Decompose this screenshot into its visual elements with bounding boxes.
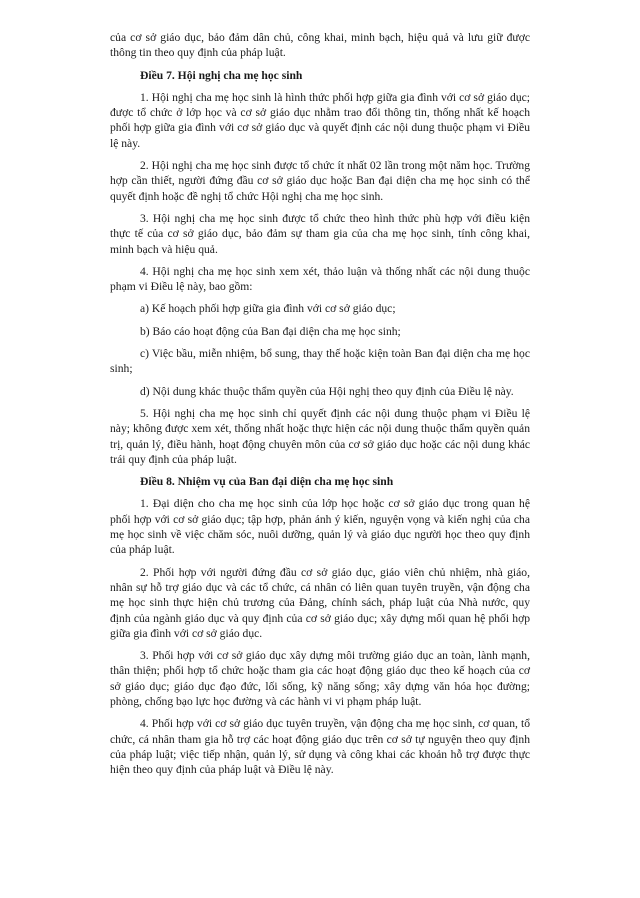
- intro-paragraph: của cơ sở giáo dục, bảo đảm dân chủ, công khai, minh bạch, hiệu quả và lưu giữ được thông tin theo quy định của pháp luật.: [110, 31, 530, 60]
- article-7-clause-2: 2. Hội nghị cha mẹ học sinh được tổ chức ít nhất 02 lần trong một năm học. Trường hợp cần thiết, người đứng đầu cơ sở giáo dục hoặc Ban đại diện cha mẹ học sinh có thể quyết định hoặc đề nghị tổ chức Hội nghị cha mẹ học sinh.: [110, 159, 530, 203]
- article-7-clause-4b: b) Báo cáo hoạt động của Ban đại diện cha mẹ học sinh;: [140, 324, 401, 338]
- article-8-clause-3: 3. Phối hợp với cơ sở giáo dục xây dựng môi trường giáo dục an toàn, lành mạnh, thân thiện; phối hợp tổ chức hoặc tham gia các hoạt động giáo dục theo kế hoạch của cơ sở giáo dục; giáo dục đạo đức, lối sống, kỹ năng sống; xây dựng văn hóa học đường; phòng, chống bạo lực học đường và các hành vi vi phạm pháp luật.: [110, 649, 530, 708]
- article-8-clause-1: 1. Đại diện cho cha mẹ học sinh của lớp học hoặc cơ sở giáo dục trong quan hệ phối hợp với cơ sở giáo dục; tập hợp, phản ánh ý kiến, nguyện vọng và kiến nghị của cha mẹ học sinh về việc chăm sóc, nuôi dưỡng, quản lý và giáo dục người học theo quy định của pháp luật.: [110, 497, 530, 557]
- article-7-clause-3: 3. Hội nghị cha mẹ học sinh được tổ chức theo hình thức phù hợp với điều kiện thực tế của cơ sở giáo dục, bảo đảm sự tham gia của cha mẹ học sinh, tính công khai, minh bạch và hiệu quả.: [110, 211, 530, 256]
- article-8-clause-4: 4. Phối hợp với cơ sở giáo dục tuyên truyền, vận động cha mẹ học sinh, cơ quan, tổ chức, cá nhân tham gia hỗ trợ các hoạt động giáo dục trên cơ sở tự nguyện theo quy định của pháp luật; việc tiếp nhận, quản lý, sử dụng và công khai các khoản hỗ trợ được thực hiện theo quy định của pháp luật và Điều lệ này.: [110, 717, 530, 777]
- article-7-heading: Điều 7. Hội nghị cha mẹ học sinh: [140, 68, 303, 82]
- article-7-clause-1: 1. Hội nghị cha mẹ học sinh là hình thức phối hợp giữa gia đình với cơ sở giáo dục; được tổ chức ở lớp học và cơ sở giáo dục nhằm trao đổi thông tin, thống nhất kế hoạch phối hợp giữa gia đình với cơ sở giáo dục và quyết định các nội dung thuộc phạm vi Điều lệ này.: [110, 90, 530, 150]
- article-8-clause-2: 2. Phối hợp với người đứng đầu cơ sở giáo dục, giáo viên chủ nhiệm, nhà giáo, nhân sự hỗ trợ giáo dục và các tổ chức, cá nhân có liên quan tuyên truyền, vận động cha mẹ học sinh thực hiện chủ trương của Đảng, chính sách, pháp luật của Nhà nước, quy định của ngành giáo dục và quy định của cơ sở giáo dục; xây dựng mối quan hệ phối hợp giữa gia đình với cơ sở giáo dục.: [110, 565, 530, 640]
- article-8-heading: Điều 8. Nhiệm vụ của Ban đại diện cha mẹ học sinh: [140, 475, 394, 489]
- article-7-clause-4a: a) Kế hoạch phối hợp giữa gia đình với cơ sở giáo dục;: [140, 302, 396, 316]
- article-7-clause-4d: d) Nội dung khác thuộc thẩm quyền của Hội nghị theo quy định của Điều lệ này.: [140, 384, 514, 398]
- article-7-clause-4: 4. Hội nghị cha mẹ học sinh xem xét, thảo luận và thống nhất các nội dung thuộc phạm vi Điều lệ này, bao gồm:: [110, 264, 530, 294]
- article-7-clause-5: 5. Hội nghị cha mẹ học sinh chỉ quyết định các nội dung thuộc phạm vi Điều lệ này; không được xem xét, thống nhất hoặc thực hiện các nội dung thuộc thẩm quyền quản trị, quản lý, điều hành, hoạt động chuyên môn của cơ sở giáo dục hoặc các nội dung khác trái quy định của pháp luật.: [110, 406, 530, 466]
- article-7-clause-4c: c) Việc bầu, miễn nhiệm, bổ sung, thay thế hoặc kiện toàn Ban đại diện cha mẹ học sinh;: [110, 347, 530, 376]
- document-page: [110, 30, 530, 784]
